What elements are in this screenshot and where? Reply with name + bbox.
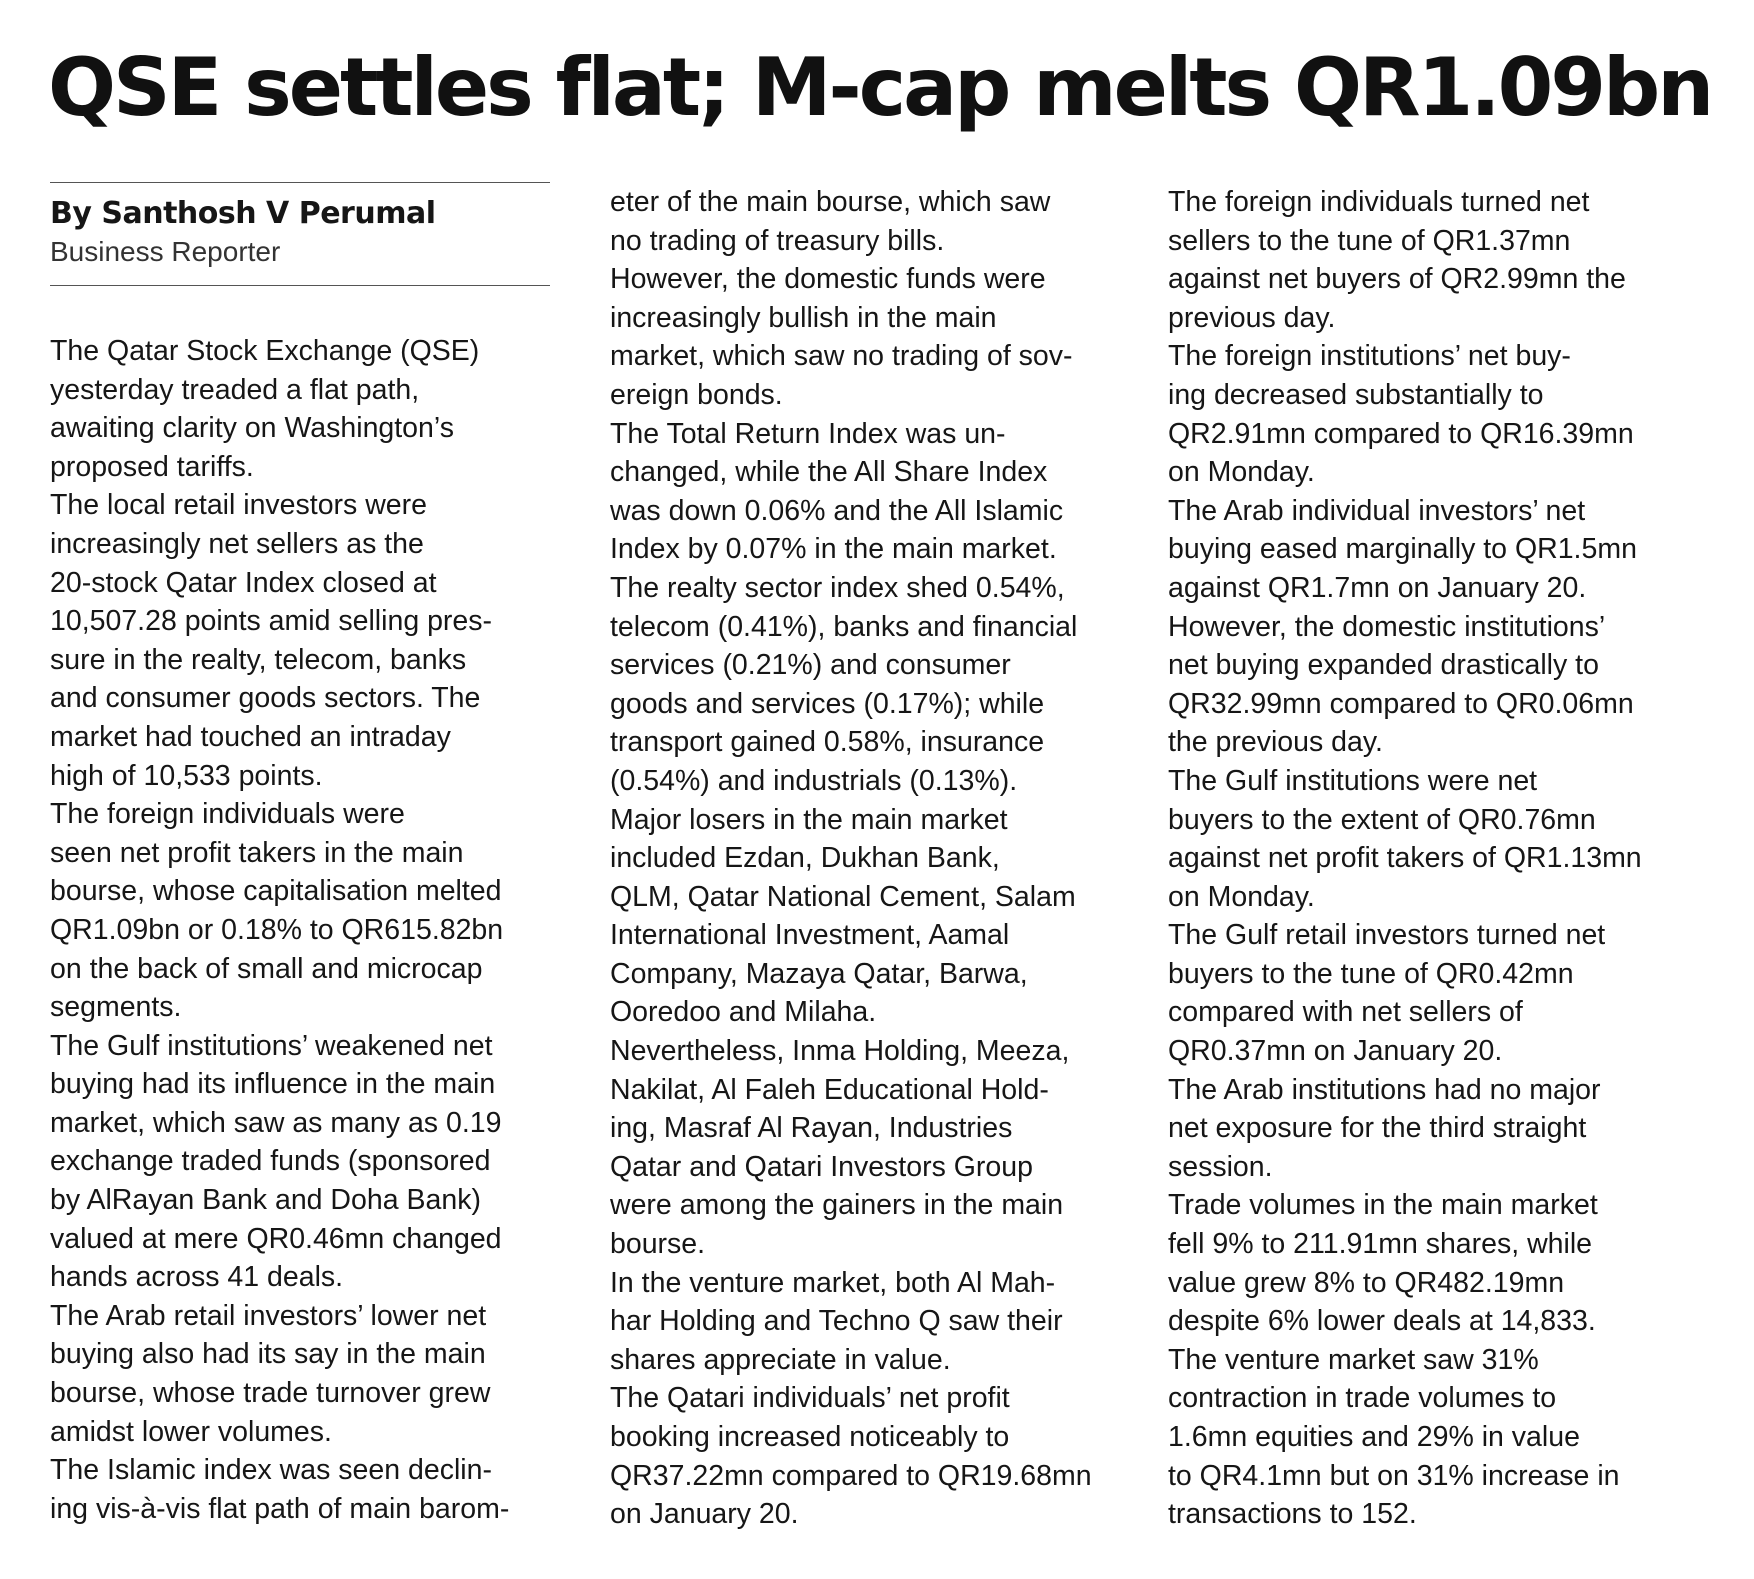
- text-line: proposed tariffs.: [50, 450, 254, 483]
- text-line: seen net profit takers in the main: [50, 836, 464, 869]
- text-line: The Qatari individuals’ net profit: [610, 1382, 1010, 1415]
- text-line: market, which saw no trading of sov-: [610, 340, 1073, 373]
- text-line: Qatar and Qatari Investors Group: [610, 1150, 1033, 1183]
- text-line: Index by 0.07% in the main market.: [610, 533, 1057, 566]
- text-line: against net buyers of QR2.99mn the: [1168, 263, 1626, 296]
- text-line: awaiting clarity on Washington’s: [50, 412, 454, 445]
- text-line: goods and services (0.17%); while: [610, 687, 1045, 720]
- text-line: sure in the realty, telecom, banks: [50, 643, 467, 676]
- text-line: QLM, Qatar National Cement, Salam: [610, 880, 1076, 913]
- text-line: sellers to the tune of QR1.37mn: [1168, 224, 1571, 257]
- text-line: segments.: [50, 991, 182, 1024]
- text-line: har Holding and Techno Q saw their: [610, 1305, 1063, 1338]
- text-line: booking increased noticeably to: [610, 1421, 1010, 1453]
- text-line: by AlRayan Bank and Doha Bank): [50, 1184, 481, 1217]
- text-line: buyers to the tune of QR0.42mn: [1168, 957, 1574, 990]
- text-line: The Arab institutions had no major: [1168, 1073, 1601, 1106]
- text-line: amidst lower volumes.: [50, 1415, 332, 1448]
- text-line: high of 10,533 points.: [50, 759, 323, 792]
- byline-author: By Santhosh V Perumal: [50, 196, 436, 231]
- text-line: valued at mere QR0.46mn changed: [50, 1222, 502, 1255]
- text-line: ing vis-à-vis flat path of main barom-: [50, 1492, 510, 1525]
- text-line: increasingly bullish in the main: [610, 301, 997, 334]
- text-line: The Gulf institutions’ weakened net: [50, 1029, 493, 1062]
- text-line: compared with net sellers of: [1168, 996, 1523, 1029]
- text-line: increasingly net sellers as the: [50, 527, 424, 560]
- article-column-3: [1168, 183, 1678, 1534]
- text-line: The Islamic index was seen declin-: [50, 1454, 492, 1487]
- text-line: buying had its influence in the main: [50, 1068, 496, 1101]
- text-line: buying eased marginally to QR1.5mn: [1168, 533, 1637, 566]
- text-line: The realty sector index shed 0.54%,: [610, 571, 1065, 604]
- text-line: However, the domestic institutions’: [1168, 610, 1606, 643]
- text-line: and consumer goods sectors. The: [50, 682, 481, 715]
- text-line: telecom (0.41%), banks and financial: [610, 610, 1078, 643]
- text-line: The Gulf institutions were net: [1168, 764, 1538, 797]
- text-line: against QR1.7mn on January 20.: [1168, 571, 1587, 604]
- text-line: Nevertheless, Inma Holding, Meeza,: [610, 1035, 1070, 1068]
- text-line: bourse, whose trade turnover grew: [50, 1377, 491, 1410]
- text-line: net exposure for the third straight: [1168, 1112, 1587, 1145]
- text-line: against net profit takers of QR1.13mn: [1168, 842, 1642, 875]
- text-line: (0.54%) and industrials (0.13%).: [610, 764, 1018, 797]
- article-column-2: [610, 183, 1120, 1534]
- text-line: services (0.21%) and consumer: [610, 649, 1011, 682]
- text-line: Company, Mazaya Qatar, Barwa,: [610, 957, 1028, 990]
- text-line: However, the domestic funds were: [610, 263, 1046, 296]
- text-line: the previous day.: [1168, 726, 1383, 759]
- text-line: net buying expanded drastically to: [1168, 649, 1599, 682]
- text-line: was down 0.06% and the All Islamic: [610, 494, 1064, 527]
- text-line: QR37.22mn compared to QR19.68mn: [610, 1459, 1092, 1492]
- text-line: buying also had its say in the main: [50, 1338, 486, 1371]
- text-line: Trade volumes in the main market: [1168, 1189, 1598, 1222]
- text-line: contraction in trade volumes to: [1168, 1382, 1557, 1415]
- column-2-text: [610, 183, 1120, 1534]
- text-line: fell 9% to 211.91mn shares, while: [1168, 1228, 1593, 1261]
- text-line: The Arab retail investors’ lower net: [50, 1299, 487, 1332]
- text-line: transport gained 0.58%, insurance: [610, 726, 1045, 759]
- text-line: transactions to 152.: [1168, 1498, 1417, 1531]
- text-line: were among the gainers in the main: [610, 1189, 1064, 1222]
- text-line: QR2.91mn compared to QR16.39mn: [1168, 417, 1634, 450]
- text-line: changed, while the All Share Index: [610, 456, 1048, 489]
- text-line: on the back of small and microcap: [50, 952, 483, 985]
- text-line: Major losers in the main market: [610, 803, 1008, 836]
- text-line: International Investment, Aamal: [610, 919, 1010, 952]
- text-line: The foreign individuals were: [50, 798, 405, 831]
- text-line: hands across 41 deals.: [50, 1261, 344, 1294]
- text-line: bourse.: [610, 1228, 706, 1261]
- text-line: QR32.99mn compared to QR0.06mn: [1168, 687, 1634, 720]
- text-line: Nakilat, Al Faleh Educational Hold-: [610, 1073, 1049, 1106]
- text-line: The foreign individuals turned net: [1168, 186, 1590, 218]
- text-line: The Arab individual investors’ net: [1168, 494, 1586, 527]
- text-line: no trading of treasury bills.: [610, 224, 945, 257]
- text-line: yesterday treaded a flat path,: [50, 373, 420, 406]
- column-3-text: [1168, 183, 1678, 1534]
- text-line: shares appreciate in value.: [610, 1343, 951, 1376]
- headline: QSE settles flat; M-cap melts QR1.09bn: [48, 41, 1712, 134]
- text-line: 1.6mn equities and 29% in value: [1168, 1421, 1580, 1453]
- text-line: bourse, whose capitalisation melted: [50, 875, 502, 908]
- text-line: on January 20.: [610, 1498, 799, 1531]
- text-line: The venture market saw 31%: [1168, 1343, 1539, 1376]
- text-line: eter of the main bourse, which saw: [610, 186, 1051, 218]
- text-line: despite 6% lower deals at 14,833.: [1168, 1305, 1596, 1338]
- text-line: The foreign institutions’ net buy-: [1168, 340, 1571, 373]
- text-line: The Qatar Stock Exchange (QSE): [50, 335, 480, 367]
- text-line: market had touched an intraday: [50, 720, 451, 753]
- text-line: on Monday.: [1168, 456, 1315, 489]
- text-line: 10,507.28 points amid selling pres-: [50, 605, 493, 638]
- text-line: The Gulf retail investors turned net: [1168, 919, 1606, 952]
- text-line: QR1.09bn or 0.18% to QR615.82bn: [50, 913, 504, 946]
- text-line: ereign bonds.: [610, 378, 783, 411]
- text-line: ing, Masraf Al Rayan, Industries: [610, 1112, 1013, 1145]
- text-line: Ooredoo and Milaha.: [610, 996, 877, 1029]
- text-line: buyers to the extent of QR0.76mn: [1168, 803, 1596, 836]
- byline: [50, 182, 550, 286]
- text-line: In the venture market, both Al Mah-: [610, 1266, 1056, 1299]
- text-line: QR0.37mn on January 20.: [1168, 1035, 1503, 1068]
- text-line: ing decreased substantially to: [1168, 378, 1544, 411]
- text-line: on Monday.: [1168, 880, 1315, 913]
- text-line: value grew 8% to QR482.19mn: [1168, 1266, 1565, 1299]
- byline-role: Business Reporter: [50, 236, 281, 267]
- column-1-text: [50, 332, 560, 1528]
- text-line: to QR4.1mn but on 31% increase in: [1168, 1459, 1620, 1492]
- text-line: 20-stock Qatar Index closed at: [50, 566, 437, 599]
- text-line: market, which saw as many as 0.19: [50, 1106, 502, 1139]
- text-line: included Ezdan, Dukhan Bank,: [610, 842, 1000, 875]
- article-column-1: [50, 182, 560, 1528]
- text-line: session.: [1168, 1150, 1273, 1183]
- text-line: The Total Return Index was un-: [610, 417, 1006, 450]
- text-line: The local retail investors were: [50, 489, 427, 522]
- text-line: previous day.: [1168, 301, 1336, 334]
- text-line: exchange traded funds (sponsored: [50, 1145, 491, 1178]
